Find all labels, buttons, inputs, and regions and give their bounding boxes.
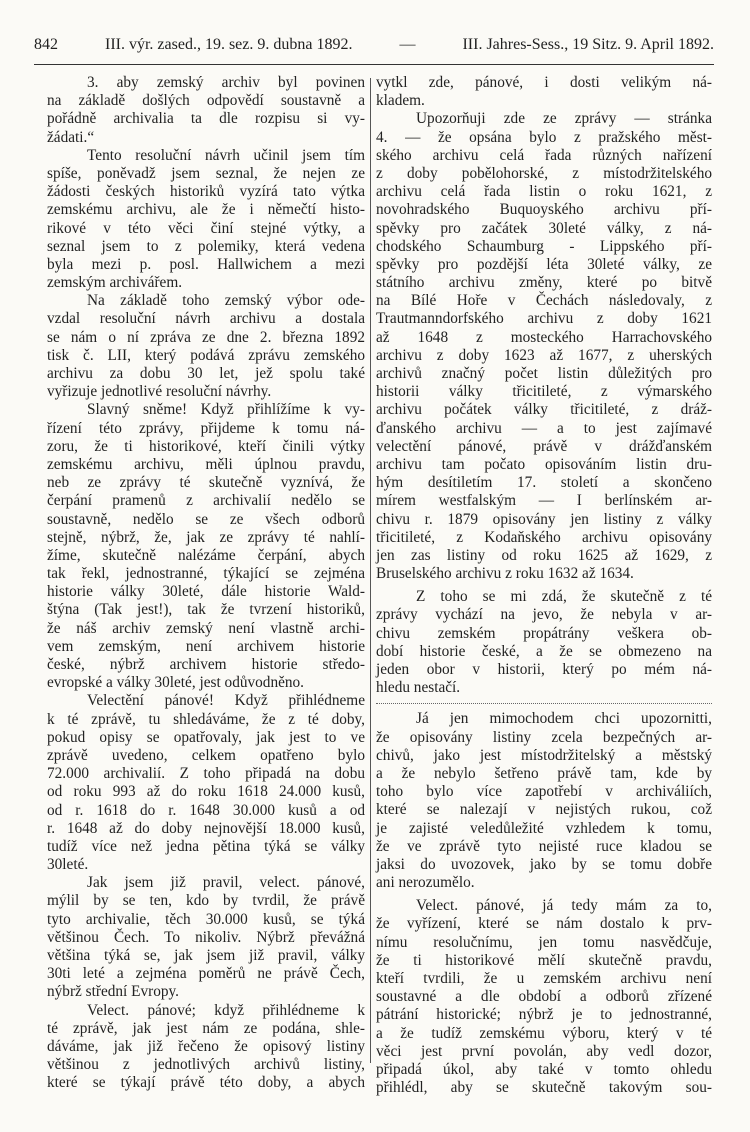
text-line: hým desítiletím 17. století a skončeno (376, 474, 712, 492)
text-line: věci jest první povolán, aby vedl dozor, (376, 1042, 712, 1060)
text-line: žádati.“ (47, 128, 95, 146)
text-line: 4. — že opsána bylo z pražského měst- (376, 128, 712, 146)
column-divider (370, 78, 371, 1063)
text-line: na Bílé Hoře v Čechách následovaly, z (376, 292, 712, 310)
header-german: III. Jahres-Sess., 19 Sitz. 9. April 1892. (462, 36, 714, 53)
text-line: historii války třicitileté, z výmarského (376, 383, 712, 401)
text-line: 72.000 archivalií. Z toho připadá na dobu (47, 765, 365, 783)
header-rule (34, 64, 714, 65)
text-line: mýlil by se ten, kdo by tvrdil, že právě (47, 892, 365, 910)
text-line: pořádně archivalia ta dle rozpisu si vy- (47, 110, 365, 128)
text-line: zemskému archivu, měli úplnou pravdu, (47, 455, 365, 473)
text-line: že opisovány listiny zcela bezpečných ar- (376, 728, 712, 746)
text-line: Na základě toho zemský výbor ode- (87, 292, 365, 310)
text-line: vzdal resoluční návrh archivu a dostala (47, 310, 365, 328)
text-line: Velect. pánové; když přihlédneme k (87, 1001, 365, 1019)
text-line: že ve zprávě tyto nejisté ruce kladou se (376, 837, 712, 855)
text-line: zoru, že ti historikové, kteří činili výtky (47, 437, 365, 455)
text-line: ani nerozumělo. (376, 874, 475, 892)
text-line: kladem. (376, 92, 425, 110)
text-line: je zajisté veledůležité vzhledem k tomu, (376, 819, 712, 837)
text-line: 30ti leté a zejména poměrů ne právě Čech, (47, 965, 365, 983)
text-line: archivu počátek války třicitileté, z dráž- (376, 401, 712, 419)
text-line: Jak jsem již pravil, velect. pánové, (87, 874, 365, 892)
text-line: pátrání historické; nýbrž je to jednostranné, (376, 1006, 712, 1024)
text-line: 3. aby zemský archiv byl povinen (87, 74, 365, 91)
text-line: neb ze zprávy té skutečně vyznívá, že (47, 474, 365, 492)
text-line: Z toho se mi zdá, že skutečně z té (416, 588, 712, 606)
text-line: archivu z doby 1623 až 1677, z uherských (376, 346, 712, 364)
paragraph (47, 74, 365, 147)
text-line: řízení této zprávy, přijdeme k tomu ná- (47, 419, 365, 437)
text-line: byla mezi p. posl. Hallwichem a mezi (47, 255, 365, 273)
text-line: jeden obor v historii, který po mém ná- (376, 661, 712, 678)
text-line: od roku 993 až do roku 1618 24.000 kusů, (47, 783, 365, 801)
text-line: té zprávě, jak jest nám ze podána, shle- (47, 1019, 365, 1037)
text-line: zemskému archivu, ale že i němečtí histo- (47, 201, 365, 219)
dotted-separator (376, 703, 712, 704)
text-line: velectění pánové, právě v drážďanském (376, 437, 712, 455)
text-line: přihlédl, aby se skutečně takovým sou- (376, 1079, 712, 1097)
paragraph (47, 692, 365, 874)
text-line: seznal jsem to z polemiky, která vedena (47, 237, 365, 255)
text-line: archivu za dobu 30 let, jež spolu také (47, 365, 365, 382)
text-line: české, nýbrž archivem historie středo- (47, 656, 365, 673)
page-number: 842 (34, 36, 58, 53)
text-line: tak řekl, jednostranné, týkající se zejména (47, 565, 365, 583)
paragraph (47, 874, 365, 1001)
text-line: zprávě uvedeno, celkem opatřeno bylo (47, 746, 365, 764)
paragraph (47, 1002, 365, 1093)
text-line: mírem westfalským — I berlínském ar- (376, 492, 712, 510)
paragraph (376, 588, 712, 697)
text-line: evropské a války 30leté, jest odůvodněno. (47, 674, 305, 692)
text-line: Upozorňuji zde ze zprávy — stránka (416, 110, 712, 128)
text-line: Já jen mimochodem chci upozornitti, (416, 710, 712, 728)
text-line: že náš archiv zemský není vlastně archi- (47, 619, 365, 637)
text-line: archivu tam počato opisováním listin dru- (376, 455, 712, 473)
text-line: zprávy vychází na jevo, že nebyla v ar- (376, 606, 712, 624)
right-column (376, 74, 712, 1097)
text-line: od r. 1618 do r. 1648 30.000 kusů a od (47, 801, 365, 819)
text-line: spěvky pro začátek 30leté války, z ná- (376, 219, 712, 237)
text-line: Velect. pánové, já tedy mám za to, (416, 897, 712, 915)
text-line: jen zas listiny od roku 1625 až 1629, z (376, 546, 712, 564)
text-line: novohradského Buquoyského archivu pří- (376, 201, 712, 219)
paragraph (376, 710, 712, 892)
text-line: že ti historikové mělí skutečně pravdu, (376, 951, 712, 969)
text-line: toho bylo více zapotřebí v archiváliích, (376, 783, 712, 801)
text-line: archivů značný počet listin důležitých pro (376, 365, 712, 382)
text-line: které se týkají právě této doby, a abych (47, 1074, 365, 1092)
text-line: které se nalezají v nejistých rukou, což (376, 801, 712, 819)
text-line: Tento resoluční návrh učinil jsem tím (87, 146, 365, 164)
paragraph (376, 110, 712, 583)
text-line: zemským archivářem. (47, 274, 183, 292)
text-line: historie války 30leté, dále historie Wald- (47, 583, 365, 601)
paragraph (47, 147, 365, 293)
text-line: stejně, nýbrž, že, jak ze zprávy té nahlí- (47, 528, 365, 546)
text-line: hledu nestačí. (376, 679, 461, 697)
text-line: Trautmanndorfského archivu z doby 1621 (376, 310, 712, 328)
text-line: a že tudíž zemskému výboru, který v té (376, 1024, 712, 1042)
text-line: spěvky pro pozdější léta 30leté války, ze (376, 255, 712, 273)
text-line: ského archivu celá řada různých nařízení (376, 146, 712, 164)
text-line: chodského Schaumburg - Lippského pří- (376, 237, 712, 255)
text-line: vem zemským, není archivem historie (47, 637, 365, 655)
text-line: připadá úkol, aby také v tomto ohledu (376, 1060, 712, 1078)
text-line: čerpání pramenů z archivalií nedělo se (47, 492, 365, 510)
text-line: většinou z jednotlivých archivů listiny, (47, 1056, 365, 1074)
text-line: většina týká se, jak jsem již pravil, války (47, 947, 365, 964)
text-line: žádosti českých historiků vyzírá tato výtka (47, 183, 365, 201)
text-line: až 1648 z mosteckého Harrachovského (376, 328, 712, 346)
paragraph (376, 897, 712, 1097)
text-line: z doby pobělohorské, z místodržitelského (376, 164, 712, 182)
text-line: že vyřízení, které se nám dostalo k prv- (376, 915, 712, 933)
header-dash: — (399, 36, 416, 53)
text-line: na základě došlých odpovědí soustavně a (47, 92, 365, 110)
text-line: tudíž více než jedna pětina týká se války (47, 837, 365, 855)
paragraph (47, 401, 365, 692)
text-line: Slavný sněme! Když přihlížíme k vy- (87, 401, 365, 419)
text-line: vytkl zde, pánové, i dosti velikým ná- (376, 74, 712, 91)
text-line: tisk č. LII, který podává zprávu zemského (47, 346, 365, 364)
text-line: nýbrž střední Evropy. (47, 983, 179, 1001)
text-line: chivu zemském propátrány veškera ob- (376, 624, 712, 642)
text-line: dobí historie české, a že se obmezeno na (376, 642, 712, 660)
text-line: Bruselského archivu z roku 1632 až 1634. (376, 565, 634, 583)
running-header (34, 36, 714, 54)
text-line: nímu resolučnímu, jen tomu nasvědčuje, (376, 933, 712, 951)
text-line: chivu r. 1879 opisovány jen listiny z války (376, 510, 712, 528)
text-line: dáváme, jak již řečeno že opisový listiny (47, 1037, 365, 1055)
text-line: soustavné a dle období a odborů zřízené (376, 988, 712, 1006)
text-line: ďanského archivu — a to jest zajímavé (376, 419, 712, 437)
text-line: se nám o ní zpráva ze dne 2. března 1892 (47, 328, 365, 346)
text-line: žíme, skutečně nalézáme čerpání, abych (47, 546, 365, 564)
paragraph (47, 292, 365, 401)
text-line: státního archivu změny, které po bitvě (376, 274, 712, 292)
text-line: k té zprávě, tu shledáváme, že z té doby, (47, 710, 365, 728)
text-line: a že nebylo šetřeno právě tam, kde by (376, 764, 712, 782)
text-line: jaksi do uvozovek, jako by se tomu dobře (376, 855, 712, 873)
text-line: soustavně, nedělo se ze všech odborů (47, 510, 365, 528)
text-line: chivů, jako jest místodržitelský a městský (376, 746, 712, 764)
text-line: tyto archivalie, těch 30.000 kusů, se týká (47, 910, 365, 928)
left-column (47, 74, 365, 1093)
text-line: většinou Čech. To nikoliv. Nýbrž převážná (47, 928, 365, 946)
text-line: 30leté. (47, 856, 89, 874)
text-line: r. 1648 až do doby nejnovější 18.000 kusů, (47, 819, 365, 837)
paragraph (376, 74, 712, 110)
text-line: rikové v této věci činí stejné výtky, a (47, 219, 365, 237)
text-line: vyřizuje jednotlivé resoluční návrhy. (47, 383, 272, 401)
text-line: štýna (Tak jest!), tak že tvrzení historiků, (47, 601, 365, 619)
text-line: Velectění pánové! Když přihlédneme (87, 692, 365, 710)
text-line: archivu celá řada listin o roku 1621, z (376, 183, 712, 201)
text-line: spíše, poněvadž jsem seznal, že nejen ze (47, 164, 365, 182)
text-line: třicitileté, z Kodaňského archivu opisovány (376, 528, 712, 546)
text-line: kteří tvrdili, že u zemském archivu není (376, 970, 712, 987)
header-czech: III. výr. zased., 19. sez. 9. dubna 1892. (104, 36, 353, 53)
text-line: pokud opisy se opatřovaly, jak jest to ve (47, 728, 365, 746)
